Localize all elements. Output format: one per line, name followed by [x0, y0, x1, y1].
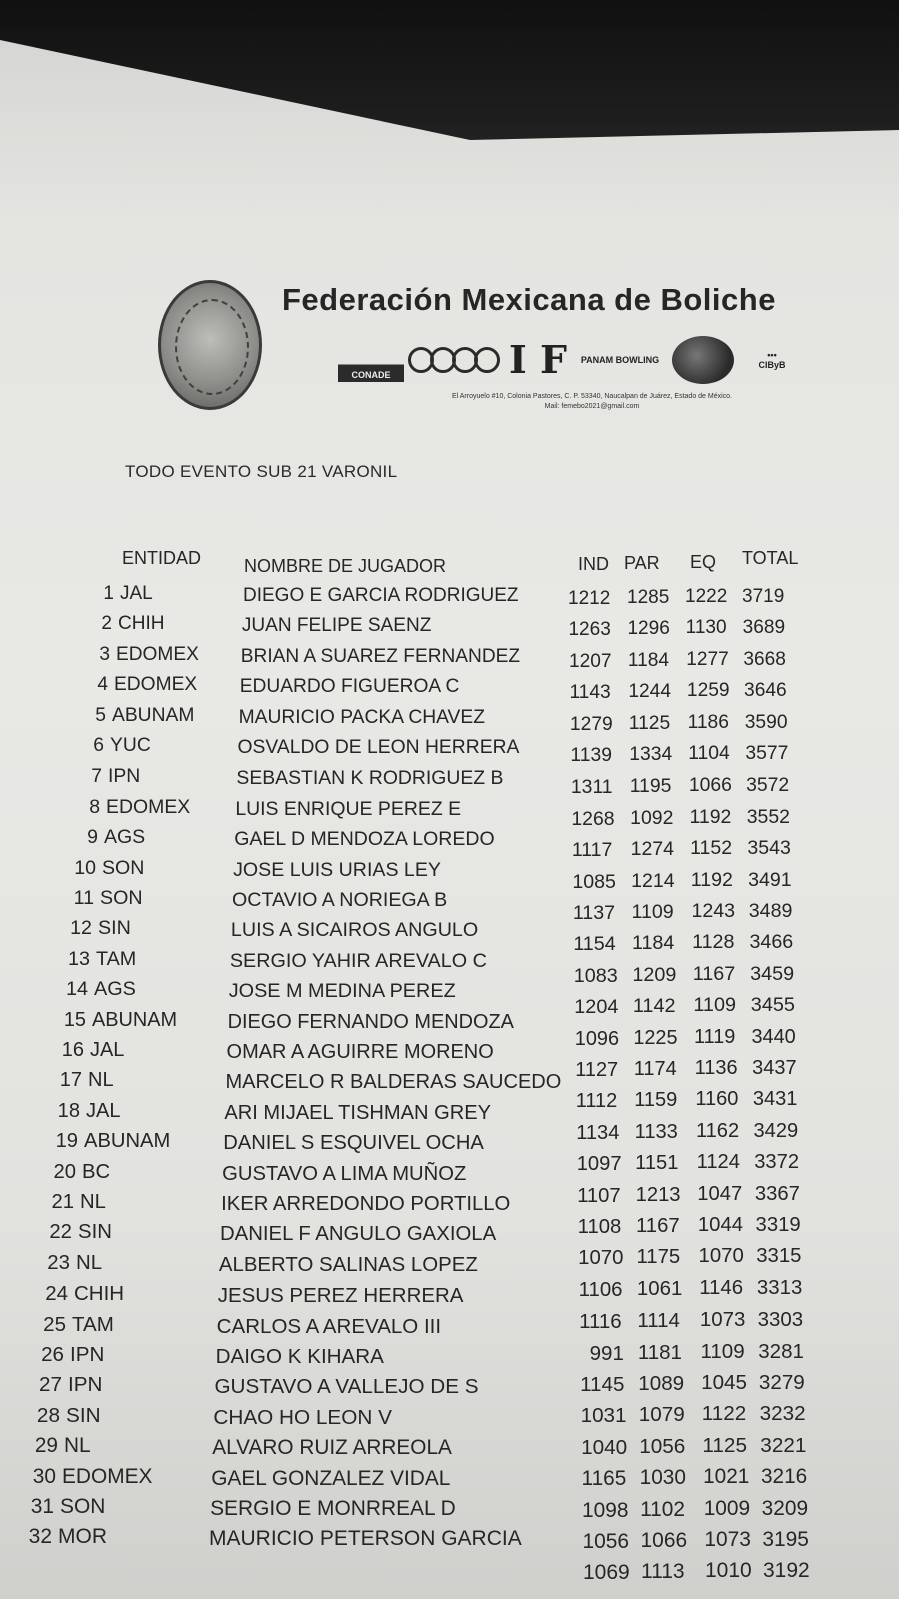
row-ind-score: 1096: [574, 1027, 620, 1050]
row-total-score: 3455: [750, 994, 795, 1017]
row-entity: SIN: [66, 1403, 101, 1427]
conade-logo-icon: CONADE: [338, 338, 404, 382]
row-par-score: 1109: [631, 901, 674, 923]
row-total-score: 3313: [756, 1276, 803, 1299]
row-total-score: 3372: [754, 1151, 800, 1174]
row-player-name: LUIS ENRIQUE PEREZ E: [235, 797, 462, 820]
row-entity: NL: [76, 1251, 103, 1274]
row-par-score: 1066: [640, 1529, 688, 1552]
row-total-score: 3221: [760, 1433, 807, 1457]
row-entity: SIN: [78, 1221, 112, 1244]
row-entity: MOR: [58, 1525, 107, 1549]
row-entity: IPN: [108, 765, 141, 788]
row-total-score: 3367: [754, 1182, 800, 1205]
row-player-name: LUIS A SICAIROS ANGULO: [230, 919, 479, 942]
row-player-name: MAURICIO PACKA CHAVEZ: [238, 706, 485, 728]
row-entity: AGS: [104, 826, 146, 849]
row-position: 31: [30, 1495, 54, 1518]
row-entity: JAL: [120, 583, 153, 604]
row-par-score: 1125: [628, 712, 671, 734]
row-position: 23: [47, 1251, 70, 1274]
row-position: 22: [49, 1221, 72, 1244]
row-ind-score: 1031: [580, 1404, 627, 1428]
row-ind-score: 1204: [574, 996, 619, 1019]
row-position: 20: [53, 1160, 76, 1183]
row-position: 19: [55, 1130, 78, 1153]
row-ind-score: 1263: [568, 619, 611, 641]
row-ind-score: 1212: [568, 588, 611, 609]
row-total-score: 3431: [752, 1088, 798, 1111]
row-entity: SIN: [98, 917, 131, 940]
row-position: 7: [91, 765, 102, 788]
row-par-score: 1113: [641, 1560, 685, 1584]
row-player-name: OMAR A AGUIRRE MORENO: [226, 1041, 494, 1063]
row-position: 29: [34, 1434, 58, 1458]
row-par-score: 1175: [636, 1246, 681, 1269]
row-entity: JAL: [86, 1099, 121, 1122]
row-ind-score: 1134: [576, 1121, 620, 1144]
row-total-score: 3590: [744, 711, 788, 733]
row-eq-score: 1066: [688, 774, 732, 797]
row-par-score: 1151: [635, 1152, 679, 1175]
row-position: 27: [39, 1373, 62, 1397]
row-player-name: GUSTAVO A VALLEJO DE S: [214, 1375, 479, 1399]
row-player-name: JUAN FELIPE SAENZ: [241, 615, 432, 637]
row-position: 18: [57, 1099, 80, 1122]
row-entity: ABUNAM: [84, 1130, 171, 1153]
row-player-name: DANIEL F ANGULO GAXIOLA: [219, 1223, 497, 1246]
column-header-total: TOTAL: [742, 548, 799, 568]
row-position: 16: [61, 1039, 84, 1061]
row-ind-score: 1127: [575, 1059, 619, 1081]
panam-bowling-logo-icon: PANAM BOWLING: [580, 354, 660, 365]
row-par-score: 1225: [633, 1026, 678, 1049]
row-entity: CHIH: [74, 1282, 125, 1306]
row-eq-score: 1136: [694, 1057, 738, 1079]
row-position: 12: [70, 917, 92, 940]
row-player-name: MAURICIO PETERSON GARCIA: [209, 1527, 522, 1551]
row-player-name: DAIGO K KIHARA: [215, 1345, 384, 1368]
row-eq-score: 1109: [700, 1339, 745, 1363]
row-entity: TAM: [72, 1312, 114, 1336]
ibf-logo-icon: I F: [509, 337, 567, 382]
row-eq-score: 1122: [701, 1402, 747, 1426]
row-position: 9: [87, 826, 98, 849]
row-player-name: SERGIO YAHIR AREVALO C: [229, 949, 487, 972]
row-eq-score: 1160: [695, 1088, 739, 1111]
row-eq-score: 1109: [693, 994, 737, 1017]
row-eq-score: 1021: [703, 1465, 750, 1489]
row-par-score: 1184: [631, 932, 675, 955]
row-player-name: ALVARO RUIZ ARREOLA: [212, 1436, 452, 1460]
row-entity: JAL: [90, 1039, 125, 1061]
row-ind-score: 1107: [577, 1184, 621, 1207]
row-ind-score: 1207: [568, 650, 612, 672]
row-total-score: 3209: [761, 1496, 809, 1520]
row-position: 3: [99, 643, 110, 665]
row-player-name: CHAO HO LEON V: [213, 1405, 392, 1429]
row-eq-score: 1047: [697, 1182, 743, 1205]
row-position: 6: [93, 735, 104, 756]
row-par-score: 1133: [634, 1120, 678, 1143]
row-entity: YUC: [110, 735, 151, 756]
row-ind-score: 1143: [569, 682, 611, 704]
row-eq-score: 1152: [690, 837, 733, 860]
row-eq-score: 1044: [697, 1214, 744, 1236]
row-player-name: GUSTAVO A LIMA MUÑOZ: [222, 1162, 467, 1185]
row-total-score: 3459: [750, 962, 795, 985]
row-entity: ABUNAM: [112, 704, 195, 726]
row-eq-score: 1167: [692, 962, 736, 985]
row-entity: IPN: [68, 1373, 103, 1397]
row-player-name: ARI MIJAEL TISHMAN GREY: [224, 1101, 491, 1124]
row-eq-score: 1186: [687, 711, 729, 733]
row-player-name: SERGIO E MONRREAL D: [210, 1497, 456, 1520]
row-par-score: 1184: [627, 649, 669, 671]
row-ind-score: 1098: [582, 1498, 629, 1522]
row-par-score: 1214: [631, 869, 675, 892]
row-total-score: 3303: [757, 1308, 804, 1332]
row-position: 4: [97, 674, 108, 696]
row-position: 21: [51, 1191, 74, 1213]
row-par-score: 1092: [630, 806, 674, 829]
row-par-score: 1079: [638, 1403, 685, 1427]
row-entity: EDOMEX: [62, 1464, 153, 1488]
row-total-score: 3646: [744, 680, 787, 702]
row-position: 30: [32, 1464, 56, 1488]
row-total-score: 3489: [748, 900, 793, 922]
row-eq-score: 1045: [701, 1371, 747, 1394]
row-total-score: 3281: [758, 1339, 804, 1363]
row-ind-score: 1311: [570, 776, 613, 799]
row-eq-score: 1073: [699, 1308, 746, 1332]
row-par-score: 1244: [628, 681, 672, 703]
row-position: 8: [89, 795, 100, 818]
row-player-name: DIEGO E GARCIA RODRIGUEZ: [243, 585, 519, 606]
row-par-score: 1061: [636, 1277, 683, 1300]
row-entity: SON: [100, 887, 143, 909]
row-eq-score: 1073: [704, 1528, 751, 1551]
row-player-name: OSVALDO DE LEON HERRERA: [237, 737, 520, 758]
row-par-score: 1167: [636, 1215, 680, 1237]
row-position: 1: [103, 583, 114, 604]
row-eq-score: 1146: [699, 1276, 744, 1299]
row-ind-score: 1083: [573, 964, 618, 987]
row-entity: BC: [82, 1160, 111, 1183]
row-total-score: 3192: [763, 1559, 810, 1583]
row-player-name: BRIAN A SUAREZ FERNANDEZ: [240, 645, 521, 667]
row-ind-score: 1268: [571, 807, 615, 830]
row-par-score: 1181: [637, 1340, 682, 1364]
row-ind-score: 1112: [575, 1090, 618, 1113]
row-eq-score: 1009: [703, 1496, 751, 1520]
row-total-score: 3315: [756, 1245, 802, 1268]
row-position: 10: [74, 856, 96, 879]
row-eq-score: 1162: [695, 1119, 740, 1142]
row-entity: NL: [80, 1191, 106, 1213]
mail-line: Mail: femebo2021@gmail.com: [544, 403, 640, 410]
row-entity: ABUNAM: [92, 1008, 178, 1031]
row-par-score: 1334: [629, 744, 673, 765]
row-total-score: 3232: [759, 1402, 806, 1426]
address-line: El Arroyuelo #10, Colonia Pastores, C. P. 53340, Naucalpan de Juárez, Estado de México.: [451, 393, 733, 400]
row-eq-score: 1125: [702, 1433, 747, 1457]
row-position: 15: [63, 1008, 86, 1031]
row-position: 28: [36, 1403, 60, 1427]
row-player-name: GAEL GONZALEZ VIDAL: [211, 1466, 451, 1490]
row-player-name: DANIEL S ESQUIVEL OCHA: [223, 1132, 484, 1155]
row-eq-score: 1243: [691, 900, 736, 922]
row-eq-score: 1130: [685, 617, 727, 639]
row-entity: EDOMEX: [116, 643, 199, 665]
row-entity: EDOMEX: [106, 795, 191, 818]
row-player-name: JOSE M MEDINA PEREZ: [228, 980, 456, 1003]
row-par-score: 1159: [634, 1089, 678, 1112]
event-title: TODO EVENTO SUB 21 VARONIL: [125, 462, 398, 481]
row-total-score: 3440: [751, 1025, 796, 1048]
row-entity: CHIH: [118, 613, 165, 635]
row-position: 2: [101, 613, 112, 635]
row-position: 25: [43, 1312, 66, 1336]
row-par-score: 1285: [627, 587, 670, 608]
row-total-score: 3719: [742, 586, 785, 607]
row-eq-score: 1222: [685, 586, 728, 607]
row-eq-score: 1104: [688, 743, 730, 764]
row-player-name: OCTAVIO A NORIEGA B: [232, 889, 448, 911]
row-eq-score: 1124: [696, 1151, 740, 1174]
row-total-score: 3466: [749, 931, 794, 954]
row-ind-score: 1070: [578, 1247, 624, 1270]
row-position: 17: [59, 1069, 82, 1092]
row-ind-score: 1108: [577, 1216, 622, 1238]
row-eq-score: 1277: [686, 648, 729, 670]
row-par-score: 1296: [627, 618, 670, 640]
row-par-score: 1274: [630, 838, 674, 861]
row-player-name: GAEL D MENDOZA LOREDO: [234, 828, 495, 851]
row-ind-score: 1069: [583, 1561, 630, 1585]
row-ind-score: 1279: [569, 713, 613, 735]
row-position: 11: [73, 887, 94, 909]
row-ind-score: 1137: [572, 902, 616, 924]
row-total-score: 3543: [747, 837, 791, 860]
row-par-score: 1209: [632, 963, 677, 986]
row-total-score: 3572: [746, 774, 790, 797]
row-total-score: 3279: [758, 1371, 805, 1394]
row-player-name: MARCELO R BALDERAS SAUCEDO: [225, 1071, 562, 1094]
row-total-score: 3552: [746, 805, 790, 828]
column-header-ind: IND: [578, 554, 609, 574]
row-player-name: SEBASTIAN K RODRIGUEZ B: [236, 767, 504, 790]
row-entity: NL: [88, 1069, 114, 1092]
row-par-score: 1030: [639, 1466, 686, 1490]
row-entity: NL: [64, 1434, 91, 1458]
row-entity: IPN: [70, 1343, 105, 1366]
row-ind-score: 1106: [578, 1278, 623, 1301]
row-total-score: 3689: [742, 617, 786, 639]
row-position: 26: [41, 1343, 64, 1366]
row-ind-score: 1116: [579, 1310, 622, 1334]
row-total-score: 3437: [752, 1057, 797, 1079]
row-total-score: 3577: [745, 743, 789, 764]
row-player-name: JOSE LUIS URIAS LEY: [233, 858, 441, 881]
row-total-score: 3319: [755, 1214, 801, 1236]
cibyb-logo-icon: ••• CIByB: [758, 349, 786, 370]
row-player-name: IKER ARREDONDO PORTILLO: [221, 1193, 511, 1215]
row-eq-score: 1070: [698, 1245, 744, 1268]
row-player-name: DIEGO FERNANDO MENDOZA: [227, 1010, 514, 1033]
column-header-par: PAR: [624, 553, 660, 573]
row-par-score: 1114: [637, 1309, 680, 1333]
row-ind-score: 1154: [573, 933, 616, 956]
row-position: 14: [65, 978, 88, 1001]
row-total-score: 3668: [743, 648, 786, 670]
row-ind-score: 1139: [570, 745, 612, 766]
row-position: 13: [68, 947, 90, 970]
row-entity: EDOMEX: [114, 674, 198, 696]
row-player-name: ALBERTO SALINAS LOPEZ: [218, 1253, 478, 1276]
column-header-eq: EQ: [690, 552, 717, 572]
row-par-score: 1213: [635, 1183, 681, 1206]
row-entity: AGS: [94, 978, 136, 1001]
row-eq-score: 1192: [690, 868, 733, 891]
row-entity: SON: [102, 856, 145, 879]
row-ind-score: 1085: [572, 870, 616, 893]
row-par-score: 1056: [639, 1434, 686, 1458]
row-par-score: 1195: [629, 775, 672, 798]
row-ind-score: 1097: [576, 1153, 622, 1176]
row-ind-score: 1040: [581, 1435, 628, 1459]
row-player-name: EDUARDO FIGUEROA C: [239, 676, 460, 698]
row-ind-score: 1056: [582, 1530, 630, 1553]
row-ind-score: 991: [589, 1341, 624, 1365]
column-header-player: NOMBRE DE JUGADOR: [244, 556, 447, 576]
row-par-score: 1089: [638, 1372, 685, 1395]
row-eq-score: 1010: [705, 1559, 752, 1583]
row-eq-score: 1128: [692, 931, 735, 954]
row-par-score: 1102: [640, 1497, 685, 1521]
column-header-entity: ENTIDAD: [122, 548, 202, 568]
row-position: 32: [28, 1525, 52, 1549]
row-player-name: CARLOS A AREVALO III: [216, 1314, 442, 1338]
row-position: 24: [45, 1282, 68, 1306]
row-ind-score: 1165: [581, 1467, 627, 1491]
row-entity: SON: [60, 1495, 106, 1518]
row-total-score: 3195: [762, 1528, 809, 1551]
row-eq-score: 1259: [686, 680, 730, 702]
row-total-score: 3491: [748, 868, 792, 891]
row-entity: TAM: [96, 947, 137, 970]
row-eq-score: 1192: [689, 805, 732, 828]
row-eq-score: 1119: [694, 1025, 736, 1048]
row-par-score: 1174: [633, 1058, 677, 1080]
row-player-name: JESUS PEREZ HERRERA: [217, 1284, 464, 1308]
row-par-score: 1142: [632, 995, 676, 1018]
row-total-score: 3429: [753, 1119, 799, 1142]
row-position: 5: [95, 704, 106, 726]
row-ind-score: 1117: [571, 839, 613, 862]
row-ind-score: 1145: [580, 1373, 625, 1396]
row-total-score: 3216: [760, 1465, 808, 1489]
organization-title: Federación Mexicana de Boliche: [282, 282, 776, 317]
